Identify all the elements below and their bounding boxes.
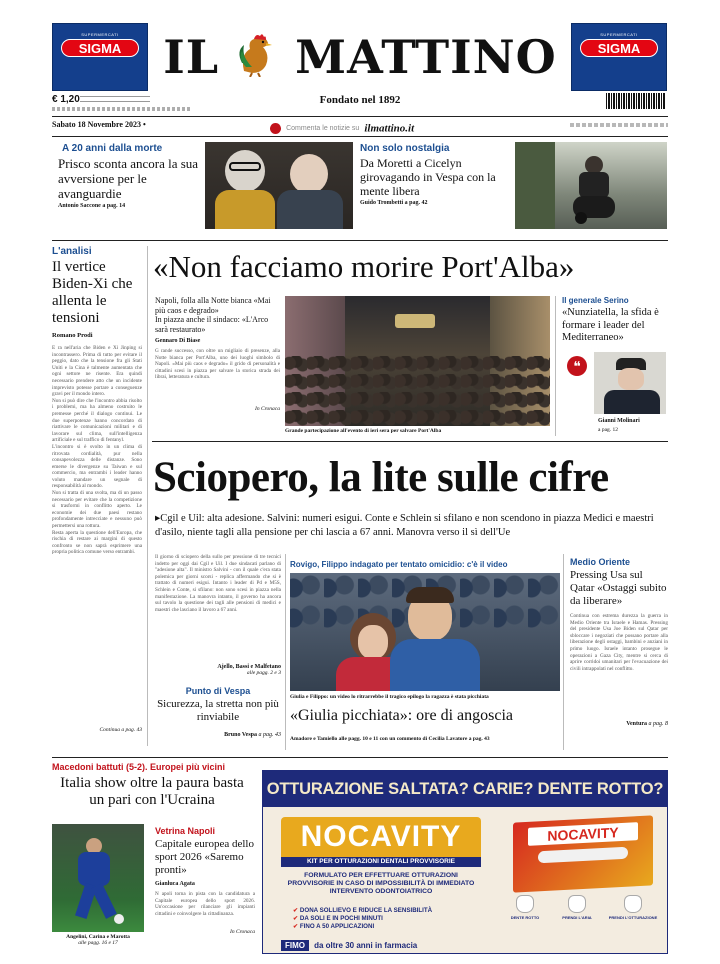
ad-footer bbox=[281, 935, 501, 949]
vespa-photo bbox=[515, 142, 667, 229]
teaser-left[interactable] bbox=[58, 143, 206, 233]
strike-article[interactable] bbox=[155, 554, 281, 678]
sigma-logo: SIGMA bbox=[580, 39, 658, 57]
teaser-headline: Prisco sconta ancora la sua avversione per le avanguardie bbox=[58, 156, 199, 201]
header-rule bbox=[52, 136, 668, 137]
masthead-title bbox=[155, 26, 565, 88]
analysis-headline: Il vertice Biden-Xi che allenta le tensioni bbox=[52, 259, 133, 326]
vespa-headline: Sicurezza, la stretta non più rinviabile bbox=[157, 698, 279, 723]
strike-rule bbox=[52, 757, 668, 758]
serino-author: Gianni Molinari bbox=[598, 418, 640, 424]
teaser-byline: Antonio Saccone a pag. 14 bbox=[58, 203, 126, 209]
portalba-sub1: Napoli, folla alla Notte bianca «Mai più caos e degrado» bbox=[155, 296, 271, 315]
comment-bar[interactable] bbox=[270, 118, 490, 135]
vetrina-continued: In Cronaca bbox=[229, 929, 255, 935]
serino-headline: «Nunziatella, la sfida è formare i leader del Mediterraneo» bbox=[562, 307, 659, 343]
vetrina-headline: Capitale europea dello sport 2026 «Saremo pronti» bbox=[155, 838, 254, 876]
strike-headline[interactable]: Sciopero, la lite sulle cifre bbox=[153, 454, 609, 501]
check-icon: ✔ bbox=[293, 923, 300, 930]
postal-fineprint bbox=[52, 107, 192, 111]
teaser-rule bbox=[52, 240, 668, 241]
tooth-icon bbox=[568, 895, 586, 913]
analysis-kicker: L'analisi bbox=[52, 246, 92, 257]
mideast-headline: Pressing Usa sul Qatar «Ostaggi subito da liberare» bbox=[570, 569, 667, 607]
comment-prompt: Commenta le notizie su bbox=[286, 125, 360, 132]
ad-bullets bbox=[293, 907, 483, 931]
portalba-caption: Grande partecipazione all'evento di ieri sera per salvare Port'Alba bbox=[285, 428, 442, 434]
ad-bullet bbox=[293, 907, 483, 915]
column-divider bbox=[555, 296, 556, 436]
portalba-photo bbox=[285, 296, 550, 426]
date-fineprint bbox=[570, 123, 668, 127]
strike-authors: Ajello, Bassi e Malfetano bbox=[217, 664, 281, 670]
giulia-kicker: Rovigo, Filippo indagato per tentato omicidio: c'è il video bbox=[290, 560, 508, 569]
ad-step bbox=[553, 895, 601, 929]
tooth-icon bbox=[516, 895, 534, 913]
ad-step bbox=[501, 895, 549, 929]
vetrina-article[interactable] bbox=[155, 826, 255, 946]
ad-tagline: KIT PER OTTURAZIONI DENTALI PROVVISORIE bbox=[281, 857, 481, 867]
vespa-page: a pag. 43 bbox=[258, 732, 281, 738]
ad-brand: NOCAVITY bbox=[281, 817, 481, 857]
ad-bullet-text: DA SOLI E IN POCHI MINUTI bbox=[299, 915, 383, 922]
sigma-top-label: SUPERMERCATI bbox=[600, 32, 638, 37]
football-pages: alle pagg. 16 e 17 bbox=[78, 940, 118, 946]
price: € 1,20 bbox=[52, 94, 80, 105]
teaser-kicker: Non solo nostalgia bbox=[360, 143, 450, 154]
vespa-kicker: Punto di Vespa bbox=[185, 686, 251, 696]
mideast-page: a pag. 8 bbox=[648, 721, 668, 727]
check-icon: ✔ bbox=[293, 907, 300, 914]
teaser-headline: Da Moretti a Cicelyn girovagando in Vespa con la mente libera bbox=[360, 156, 496, 198]
giulia-headline: «Giulia picchiata»: ore di angoscia bbox=[290, 707, 514, 724]
portalba-body: G rande successo, con oltre un migliaio di presenze, alla Notte bianca per Port'Alba, uno dei luoghi simbolo di Napoli. «Mai più caos e degrado» il grido di personalità e cittadini scesi in piazza per salvare la storica strada dei librai, letteratura e cultura. bbox=[155, 348, 280, 381]
sigma-logo: SIGMA bbox=[61, 39, 139, 57]
portalba-sub2: In piazza anche il sindaco: «L'Arco sarà restaurato» bbox=[155, 315, 269, 334]
teaser-right[interactable] bbox=[360, 143, 510, 233]
strike-pages: alle pagg. 2 e 3 bbox=[246, 670, 281, 676]
portalba-continued: In Cronaca bbox=[254, 406, 280, 412]
quote-icon: ❝ bbox=[567, 356, 587, 376]
ad-footer-text: da oltre 30 anni in farmacia bbox=[314, 941, 418, 950]
check-icon: ✔ bbox=[293, 915, 300, 922]
column-divider bbox=[285, 554, 286, 750]
ad-bullet-text: FINO A 50 APPLICAZIONI bbox=[299, 923, 375, 930]
fimo-logo: FIMO bbox=[281, 940, 309, 951]
serino-kicker: Il generale Serino bbox=[562, 296, 629, 305]
analysis-author: Romano Prodi bbox=[52, 332, 93, 339]
masthead-title-left: IL bbox=[163, 30, 220, 84]
analysis-body: E ra nell'aria che Biden e Xi Jinping si incontrassero. Prima di tutto per evitare il peggio, dato che la tensione fra gli Stati Uniti e la Cina è talmente aumentata che ogni settore ne risente. Era quindi necessario prendere atto che un incidente imprevisto potesse portare a conseguenze gravi per il mondo intero. Non si può dire che l'incontro abbia risolto i problemi, ma ha almeno costruito le premesse perché il dialogo continui. Le due superpotenze hanno concordato di riattivare le comunicazioni militari e di lavorare sul clima, sull'intelligenza artificiale e sul traffico di fentanyl. L'incontro si è svolto in un clima di ritrovata cordialità, pur nella consapevolezza delle distanze. Sono emerse le divergenze su Taiwan e sul commercio, ma entrambi i leader hanno voluto mandare un segnale di responsabilità al mondo. Non si tratta di una svolta, ma di un passo necessario per evitare che la competizione si trasformi in conflitto aperto. Le economie dei due paesi restano profondamente intrecciate e nessuno può permettersi una rottura. Resta aperta la questione dell'Europa, che rischia di restare ai margini di questo confronto se non saprà esprimere una propria politica comune verso entrambi. bbox=[52, 345, 142, 556]
ad-bullet bbox=[293, 923, 483, 931]
ad-bullet-text: DONA SOLLIEVO E RIDUCE LA SENSIBILITÀ bbox=[299, 907, 433, 914]
football-article[interactable] bbox=[52, 762, 252, 822]
ad-box-brand: NOCAVITY bbox=[528, 822, 638, 846]
serino-page: a pag. 12 bbox=[598, 427, 619, 433]
strike-summary: ▸Cgil e Uil: alta adesione. Salvini: numeri esigui. Conte e Schlein si sfilano e non scendono in piazza Medici e maestri d'asilo, niente tagli alla pensione per chi lascia a 67 anni. Manovra verso il sì dell'Ue bbox=[155, 513, 654, 538]
vetrina-body: N apoli torna in pista con la candidatura a Capitale europea dello sport 2026. Un'occasione per rilanciare gli impianti cittadini e coinvolgere la cittadinanza. bbox=[155, 891, 255, 917]
football-photo bbox=[52, 824, 144, 932]
ad-headline: OTTURAZIONE SALTATA? CARIE? DENTE ROTTO? bbox=[263, 771, 667, 807]
football-kicker: Macedoni battuti (5-2). Europei più vicini bbox=[52, 762, 226, 772]
serino-article[interactable] bbox=[562, 296, 668, 438]
prisco-photo bbox=[205, 142, 353, 229]
nocavity-ad[interactable] bbox=[262, 770, 668, 954]
analysis-article[interactable] bbox=[52, 246, 142, 746]
ad-tube bbox=[538, 847, 628, 864]
ad-steps bbox=[501, 895, 661, 929]
mideast-byline bbox=[570, 721, 668, 727]
serino-photo bbox=[594, 352, 666, 414]
rooster-logo-icon bbox=[236, 30, 278, 74]
portalba-rule bbox=[152, 441, 668, 442]
tooth-icon bbox=[624, 895, 642, 913]
sigma-top-label: SUPERMERCATI bbox=[81, 32, 119, 37]
site-link[interactable]: ilmattino.it bbox=[364, 122, 415, 135]
column-divider bbox=[563, 554, 564, 750]
ad-brand-panel bbox=[281, 817, 481, 899]
vetrina-author: Gianluca Agata bbox=[155, 881, 195, 887]
football-byline bbox=[52, 934, 144, 946]
analysis-continued: Continua a pag. 43 bbox=[99, 727, 142, 733]
ad-step-label: PRENDI L'ARIA bbox=[562, 915, 592, 920]
masthead-title-right: MATTINO bbox=[295, 30, 557, 84]
column-divider bbox=[147, 246, 148, 746]
football-authors: Angelini, Carina e Marotta bbox=[66, 934, 130, 940]
ad-bullet bbox=[293, 915, 483, 923]
vespa-byline bbox=[155, 732, 281, 738]
date-label: Sabato 18 Novembre 2023 • bbox=[52, 120, 146, 129]
price-fineprint bbox=[80, 96, 150, 102]
ad-body: FORMULATO PER EFFETTUARE OTTURAZIONI PROVVISORIE IN CASO DI IMPOSSIBILITÀ DI IMMEDIATO INTERVENTO ODONTOIATRICO bbox=[287, 872, 475, 895]
football-headline: Italia show oltre la paura basta un pari con l'Ucraina bbox=[60, 775, 244, 808]
portalba-article[interactable] bbox=[155, 296, 280, 436]
giulia-authors: Amadore e Tamiello alle pagg. 10 e 11 con un commento di Cecilia Lavatore a pag. 43 bbox=[290, 736, 490, 742]
sigma-ad-left[interactable] bbox=[52, 23, 148, 91]
comment-bubble-icon bbox=[270, 123, 281, 134]
ad-step-label: PRENDI L'OTTURAZIONE bbox=[608, 915, 658, 920]
portalba-author: Gennaro Di Biase bbox=[155, 338, 201, 344]
teaser-byline: Guido Trombetti a pag. 42 bbox=[360, 200, 428, 206]
founded-label: Fondato nel 1892 bbox=[319, 94, 401, 106]
vespa-author: Bruno Vespa bbox=[224, 732, 257, 738]
strike-body: Il giorno di sciopero della sullo per pressione di tre tecnici indetto per oggi dai Cgil e Uil. I due sindacati parlano di "adesione alta". Il ministro Salvini - con il quale c'era stata polemica per giorni scorsi - replica affermando che si è trattato di numeri esigui. Intanto i leader di Pd e M5S, Schlein e Conte, si sfilano: non sono scesi in piazza nella manifestazione. La manovra intanto, il governo ha ancora sul tavolo la questione dei tagli alle pensioni di medici e maestri che lasciano il lavoro a 67 anni. bbox=[155, 554, 281, 613]
ad-step-label: DENTE ROTTO bbox=[510, 915, 540, 920]
giulia-article[interactable] bbox=[290, 560, 560, 750]
teaser-kicker: A 20 anni dalla morte bbox=[62, 143, 163, 154]
barcode bbox=[606, 93, 666, 109]
mideast-author: Ventura bbox=[626, 721, 647, 727]
sigma-ad-right[interactable] bbox=[571, 23, 667, 91]
giulia-caption: Giulia e Filippo: un video lo ritrarrebbe il tragico epilogo la ragazza è stata picchiata bbox=[290, 694, 489, 700]
mideast-article[interactable] bbox=[570, 557, 668, 749]
ad-step bbox=[605, 895, 661, 929]
vetrina-kicker: Vetrina Napoli bbox=[155, 826, 216, 836]
vespa-article[interactable] bbox=[155, 686, 281, 748]
portalba-headline[interactable]: «Non facciamo morire Port'Alba» bbox=[153, 249, 575, 284]
mideast-body: Continua con estrema durezza la guerra in Medio Oriente tra Israele e Hamas. Pressing del presidente Usa Joe Biden sul Qatar per sbloccare i negoziati che possano portare alla liberazione degli ostaggi, bambini e anziani in primo luogo. Israele intanto prosegue le operazioni a Gaza City, mentre si cerca di aprire corridoi umanitari per l'evacuazione dei civili intrappolati nel conflitto. bbox=[570, 613, 668, 672]
mideast-kicker: Medio Oriente bbox=[570, 557, 631, 567]
ad-product-box bbox=[513, 815, 653, 892]
masthead-rule bbox=[52, 116, 668, 117]
giulia-photo bbox=[290, 573, 560, 691]
